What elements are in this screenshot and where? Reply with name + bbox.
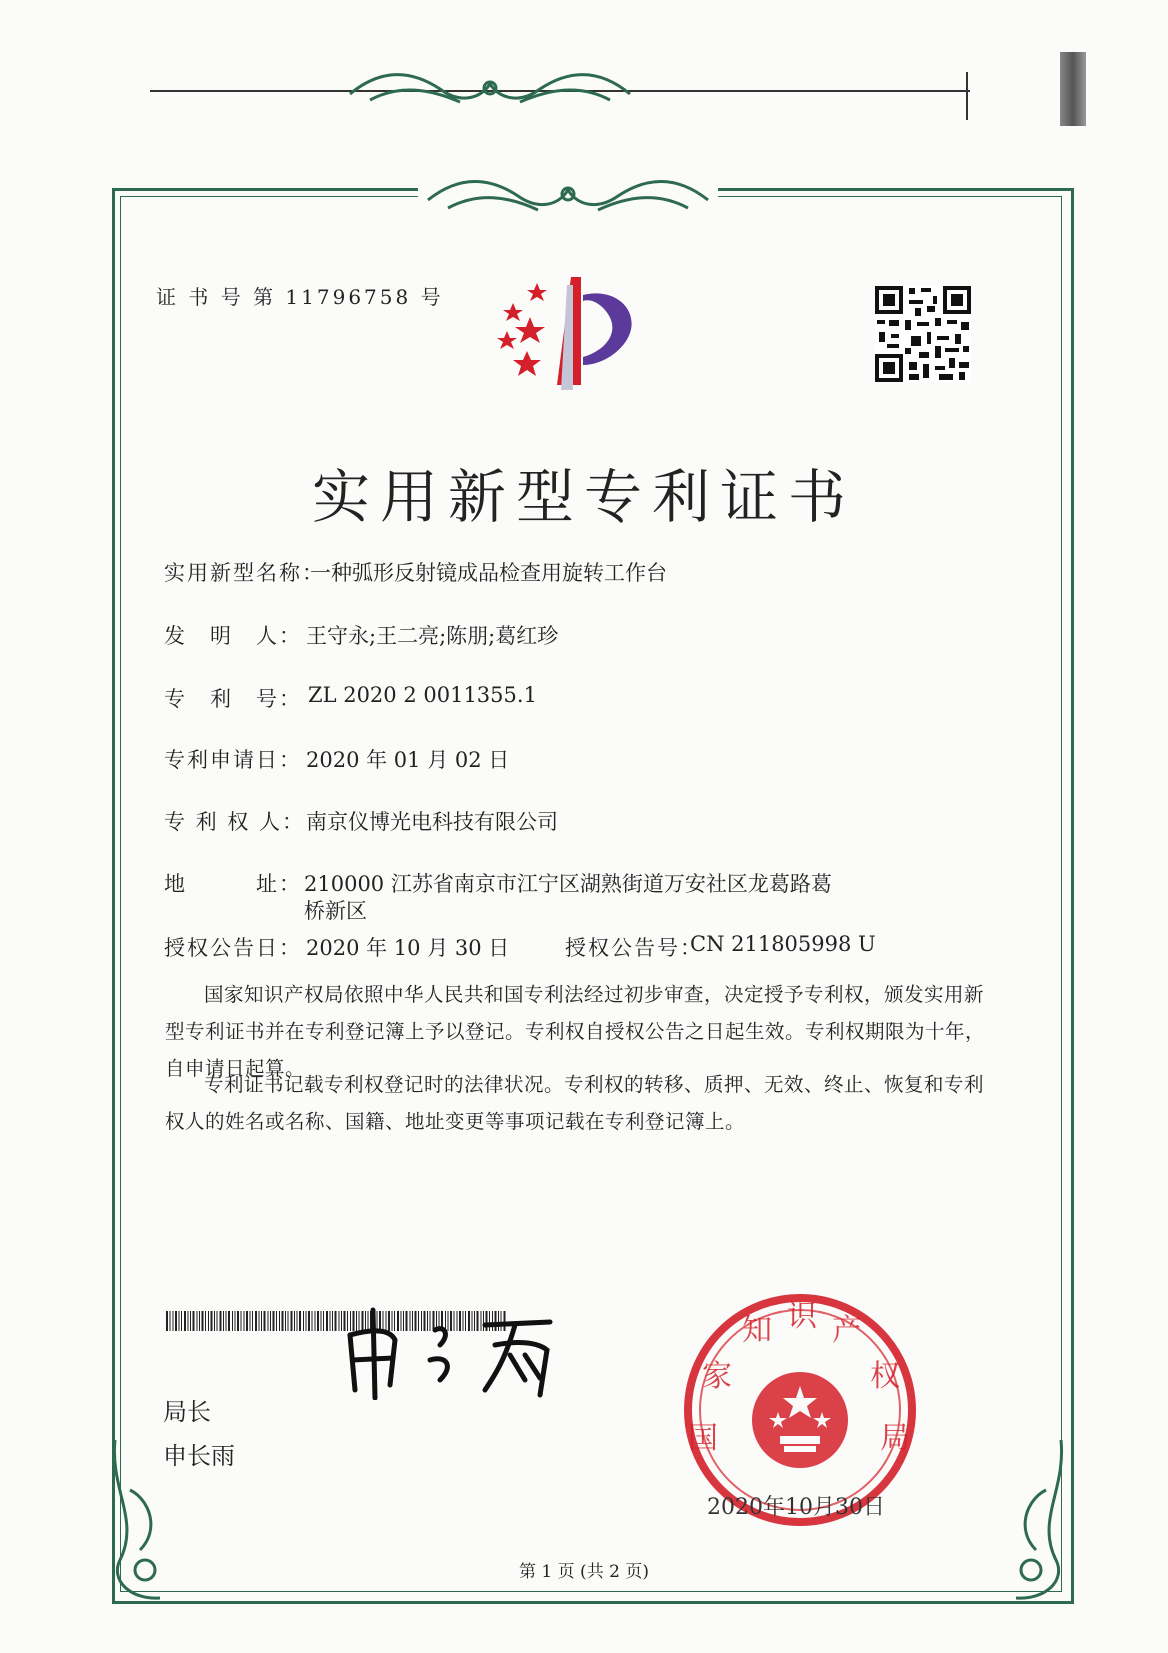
- director-title: 局长: [163, 1398, 211, 1426]
- patent-number-label: 专 利 号：: [164, 687, 302, 711]
- top-rule-edge: [966, 72, 968, 120]
- svg-text:局: 局: [880, 1421, 910, 1456]
- inventor-value: 王守永;王二亮;陈朋;葛红珍: [306, 624, 559, 648]
- svg-text:识: 识: [787, 1299, 817, 1334]
- certificate-title: 实用新型专利证书: [311, 463, 856, 531]
- grant-number-label: 授权公告号：: [565, 936, 703, 960]
- filing-date-value: 2020 年 01 月 02 日: [306, 748, 510, 772]
- grant-date-label: 授权公告日：: [164, 936, 302, 960]
- grant-date-value: 2020 年 10 月 30 日: [306, 936, 510, 960]
- svg-text:产: 产: [832, 1313, 862, 1348]
- seal-date: 2020年10月30日: [707, 1495, 885, 1520]
- frame-top-ornament-icon: [418, 168, 718, 218]
- grant-number-value: CN 211805998 U: [690, 932, 876, 956]
- address-line-2: 桥新区: [304, 899, 367, 923]
- bottom-right-ornament-icon: [966, 1430, 1076, 1610]
- svg-text:权: 权: [870, 1359, 900, 1394]
- svg-text:知: 知: [742, 1313, 772, 1348]
- patentee-label: 专 利 权 人：: [164, 810, 306, 834]
- qr-code-icon: [875, 286, 971, 382]
- page-edge-strip: [1060, 52, 1086, 126]
- patentee-value: 南京仪博光电科技有限公司: [306, 810, 558, 834]
- svg-text:家: 家: [702, 1359, 732, 1394]
- inventor-label: 发 明 人：: [164, 624, 302, 648]
- address-line-1: 210000 江苏省南京市江宁区湖熟街道万安社区龙葛路葛: [304, 872, 832, 896]
- address-label: 地 址：: [164, 872, 302, 896]
- svg-text:国: 国: [688, 1421, 718, 1456]
- filing-date-label: 专利申请日：: [164, 748, 302, 772]
- name-label: 实用新型名称：: [164, 561, 325, 585]
- cnipa-logo-icon: [485, 265, 645, 395]
- name-value: 一种弧形反射镜成品检查用旋转工作台: [310, 561, 667, 585]
- director-signature: [335, 1300, 565, 1400]
- page-number: 第 1 页 (共 2 页): [519, 1562, 649, 1582]
- certificate-number: 证 书 号 第 11796758 号: [156, 285, 444, 309]
- legal-paragraph-2: 专利证书记载专利权登记时的法律状况。专利权的转移、质押、无效、终止、恢复和专利权人的姓名或名称、国籍、地址变更等事项记载在专利登记簿上。: [165, 1073, 985, 1133]
- top-ornament-icon: [340, 64, 640, 110]
- legal-paragraph-1: 国家知识产权局依照中华人民共和国专利法经过初步审查，决定授予专利权，颁发实用新型专利证书并在专利登记簿上予以登记。专利权自授权公告之日起生效。专利权期限为十年，自申请日起算。: [165, 983, 986, 1080]
- director-name: 申长雨: [163, 1442, 235, 1470]
- patent-number-value: ZL 2020 2 0011355.1: [308, 683, 537, 707]
